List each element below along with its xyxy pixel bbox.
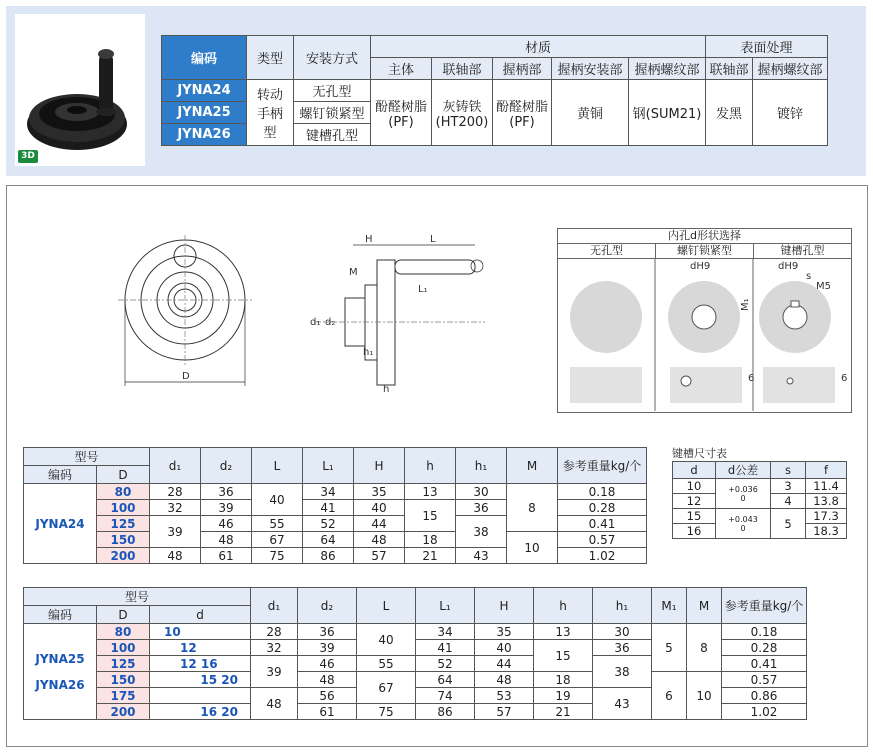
- t2-D: 150: [97, 672, 150, 688]
- t1-d2: 36: [201, 484, 252, 500]
- t1-h: 18: [405, 532, 456, 548]
- t1-L1: 34: [303, 484, 354, 500]
- t1-h: 13: [405, 484, 456, 500]
- t1-head-d2: d₂: [201, 448, 252, 484]
- key-d: 16: [673, 524, 716, 539]
- t2-d2: 39: [298, 640, 357, 656]
- spec-table-jyna25-26: [23, 587, 807, 720]
- t2-M1: 6: [652, 672, 687, 720]
- install-keyway: 键槽孔型: [294, 124, 371, 146]
- t2-d: 16 20: [150, 704, 251, 720]
- t1-d1: 32: [150, 500, 201, 516]
- t2-weight: 0.57: [722, 672, 807, 688]
- install-none: 无孔型: [294, 80, 371, 102]
- t2-head-H: H: [475, 588, 534, 624]
- t2-d: 12: [150, 640, 251, 656]
- dim-d1-label: d₁: [310, 317, 321, 328]
- t1-L1: 41: [303, 500, 354, 516]
- t1-d2: 48: [201, 532, 252, 548]
- t2-h1: 38: [593, 656, 652, 688]
- t1-H: 44: [354, 516, 405, 532]
- t1-H: 40: [354, 500, 405, 516]
- t2-h1: 36: [593, 640, 652, 656]
- t2-M: 10: [687, 672, 722, 720]
- t2-L: 55: [357, 656, 416, 672]
- t2-d: 10: [150, 624, 251, 640]
- t1-L: 75: [252, 548, 303, 564]
- t2-head-M: M: [687, 588, 722, 624]
- 3d-badge[interactable]: 3D: [18, 150, 38, 163]
- t2-H: 35: [475, 624, 534, 640]
- t2-d2: 48: [298, 672, 357, 688]
- t2-weight: 0.86: [722, 688, 807, 704]
- t2-head-h1: h₁: [593, 588, 652, 624]
- keyway-size-table: [672, 461, 847, 539]
- mat-shaft-header: 联轴部: [432, 58, 493, 80]
- dim-L1-label: L₁: [418, 284, 428, 295]
- t2-head-d: d: [150, 606, 251, 624]
- dim-L-label: L: [430, 234, 436, 245]
- t2-H: 44: [475, 656, 534, 672]
- side-view-drawing: [305, 230, 510, 395]
- t1-h1: 36: [456, 500, 507, 516]
- t2-d1: 48: [251, 688, 298, 720]
- t2-d: 15 20: [150, 672, 251, 688]
- t1-d1: 39: [150, 516, 201, 548]
- key-table-title: 键槽尺寸表: [672, 447, 727, 460]
- key-f: 11.4: [806, 479, 847, 494]
- dim-d2-label: d₂: [325, 317, 336, 328]
- t1-head-D: D: [97, 466, 150, 484]
- dim-H-label: H: [365, 234, 373, 245]
- t1-D: 125: [97, 516, 150, 532]
- bore-s-label: s: [806, 271, 812, 282]
- t2-H: 40: [475, 640, 534, 656]
- bore-box-title: 内孔d形状选择: [558, 229, 851, 244]
- bore-type-box: [557, 228, 852, 413]
- code-jyna24[interactable]: JYNA24: [162, 80, 247, 102]
- key-s: 4: [771, 494, 806, 509]
- t2-head-d1: d₁: [251, 588, 298, 624]
- t1-H: 35: [354, 484, 405, 500]
- table-row: [24, 624, 807, 640]
- surf-thread-header: 握柄螺纹部: [753, 58, 828, 80]
- material-spec-table: [161, 35, 828, 146]
- t2-weight: 1.02: [722, 704, 807, 720]
- bore-type-screw[interactable]: 螺钉锁紧型: [656, 244, 754, 258]
- t1-H: 57: [354, 548, 405, 564]
- bore-six-label-2: 6: [841, 373, 848, 384]
- t1-head-weight: 参考重量kg/个: [558, 448, 647, 484]
- bore-six-label-1: 6: [748, 373, 755, 384]
- dim-D-label: D: [182, 371, 190, 382]
- t1-weight: 0.18: [558, 484, 647, 500]
- grip-thread-material: 钢(SUM21): [629, 80, 706, 146]
- t2-d1: 39: [251, 656, 298, 688]
- t1-weight: 1.02: [558, 548, 647, 564]
- t1-head-d1: d₁: [150, 448, 201, 484]
- key-head-s: s: [771, 462, 806, 479]
- t2-D: 80: [97, 624, 150, 640]
- bore-M5-label: M5: [816, 281, 831, 292]
- key-tol-lower: 0: [740, 493, 746, 503]
- t2-d1: 28: [251, 624, 298, 640]
- surf-shaft-value: 发黑: [706, 80, 753, 146]
- t2-head-M1: M₁: [652, 588, 687, 624]
- key-tol-lower: 0: [740, 523, 746, 533]
- t1-h: 21: [405, 548, 456, 564]
- t1-d2: 46: [201, 516, 252, 532]
- t2-d2: 46: [298, 656, 357, 672]
- bore-M1-label: M₁: [740, 298, 751, 311]
- t2-d2: 61: [298, 704, 357, 720]
- type-value: 转动手柄型: [247, 80, 294, 146]
- t1-head-h: h: [405, 448, 456, 484]
- t1-d2: 61: [201, 548, 252, 564]
- t2-L1: 41: [416, 640, 475, 656]
- dim-M-label: M: [349, 267, 358, 278]
- t2-d1: 32: [251, 640, 298, 656]
- t2-D: 125: [97, 656, 150, 672]
- key-head-f: f: [806, 462, 847, 479]
- t2-L1: 86: [416, 704, 475, 720]
- t2-head-model: 型号: [24, 588, 251, 606]
- table-row: [24, 672, 807, 688]
- mat-grip-install-header: 握柄安装部: [552, 58, 629, 80]
- t2-d2: 56: [298, 688, 357, 704]
- dim-h-label: h: [383, 384, 390, 395]
- table-row: [24, 532, 647, 548]
- t1-head-L: L: [252, 448, 303, 484]
- t2-h: 15: [534, 640, 593, 672]
- mat-grip-header: 握柄部: [493, 58, 552, 80]
- t2-h: 21: [534, 704, 593, 720]
- t1-L: 55: [252, 516, 303, 532]
- grip-material: 酚醛树脂(PF): [493, 80, 552, 146]
- col-type-header: 类型: [247, 36, 294, 80]
- t1-M: 10: [507, 532, 558, 564]
- t1-head-L1: L₁: [303, 448, 354, 484]
- t2-head-weight: 参考重量kg/个: [722, 588, 807, 624]
- t2-code: JYNA26: [35, 677, 85, 692]
- t1-head-model: 型号: [24, 448, 150, 466]
- t1-M: 8: [507, 484, 558, 532]
- dim-h1-label: h₁: [363, 347, 374, 358]
- t1-weight: 0.41: [558, 516, 647, 532]
- t2-L1: 52: [416, 656, 475, 672]
- t1-head-code: 编码: [24, 466, 97, 484]
- t2-L: 75: [357, 704, 416, 720]
- table-row: [24, 484, 647, 500]
- t2-d: [150, 688, 251, 704]
- t2-L1: 34: [416, 624, 475, 640]
- t1-d1: 28: [150, 484, 201, 500]
- bore-type-keyway[interactable]: 键槽孔型: [780, 244, 825, 257]
- t1-h1: 30: [456, 484, 507, 500]
- mat-grip-thread-header: 握柄螺纹部: [629, 58, 706, 80]
- t2-h: 18: [534, 672, 593, 688]
- t2-code: JYNA25: [35, 651, 85, 666]
- t2-M1: 5: [652, 624, 687, 672]
- bore-dH9-label-2: dH9: [778, 261, 799, 272]
- col-install-header: 安装方式: [294, 36, 371, 80]
- bore-shapes-drawing: [558, 259, 851, 411]
- key-head-d: d: [673, 462, 716, 479]
- t2-D: 175: [97, 688, 150, 704]
- product-thumbnail: [15, 14, 145, 166]
- t2-L: 67: [357, 672, 416, 704]
- t1-D: 150: [97, 532, 150, 548]
- t1-d1: 48: [150, 548, 201, 564]
- key-d: 12: [673, 494, 716, 509]
- t1-code: JYNA24: [24, 484, 97, 564]
- key-s: 3: [771, 479, 806, 494]
- code-jyna25[interactable]: JYNA25: [162, 102, 247, 124]
- key-f: 13.8: [806, 494, 847, 509]
- t2-d: 12 16: [150, 656, 251, 672]
- key-d: 15: [673, 509, 716, 524]
- t2-H: 48: [475, 672, 534, 688]
- t1-h1: 43: [456, 548, 507, 564]
- t2-weight: 0.18: [722, 624, 807, 640]
- key-f: 17.3: [806, 509, 847, 524]
- t1-head-H: H: [354, 448, 405, 484]
- col-code-header: 编码: [162, 36, 247, 80]
- bore-type-none[interactable]: 无孔型: [558, 244, 656, 258]
- t1-D: 100: [97, 500, 150, 516]
- shaft-material: 灰铸铁(HT200): [432, 80, 493, 146]
- front-view-drawing: [110, 230, 260, 390]
- t2-head-L: L: [357, 588, 416, 624]
- bore-dH9-label-1: dH9: [690, 261, 711, 272]
- t2-head-code: 编码: [24, 606, 97, 624]
- t1-h1: 38: [456, 516, 507, 548]
- t1-L: 67: [252, 532, 303, 548]
- mat-body-header: 主体: [371, 58, 432, 80]
- t1-D: 80: [97, 484, 150, 500]
- t2-head-h: h: [534, 588, 593, 624]
- key-tol-upper: +0.036: [728, 484, 758, 494]
- key-tol-upper: +0.043: [728, 514, 758, 524]
- t2-d2: 36: [298, 624, 357, 640]
- t2-L: 40: [357, 624, 416, 656]
- t2-weight: 0.41: [722, 656, 807, 672]
- surf-thread-value: 镀锌: [753, 80, 828, 146]
- t1-weight: 0.28: [558, 500, 647, 516]
- spec-table-jyna24: [23, 447, 647, 564]
- t1-L1: 52: [303, 516, 354, 532]
- t2-h: 13: [534, 624, 593, 640]
- t1-d2: 39: [201, 500, 252, 516]
- t2-L1: 64: [416, 672, 475, 688]
- t2-L1: 74: [416, 688, 475, 704]
- t2-h1: 30: [593, 624, 652, 640]
- key-head-tol: d公差: [716, 462, 771, 479]
- t1-L1: 86: [303, 548, 354, 564]
- t1-L: 40: [252, 484, 303, 516]
- t1-weight: 0.57: [558, 532, 647, 548]
- install-screw: 螺钉锁紧型: [294, 102, 371, 124]
- t1-D: 200: [97, 548, 150, 564]
- grip-install-material: 黄铜: [552, 80, 629, 146]
- t2-D: 200: [97, 704, 150, 720]
- body-material: 酚醛树脂(PF): [371, 80, 432, 146]
- t1-L1: 64: [303, 532, 354, 548]
- t2-D: 100: [97, 640, 150, 656]
- surf-shaft-header: 联轴部: [706, 58, 753, 80]
- code-jyna26[interactable]: JYNA26: [162, 124, 247, 146]
- t2-weight: 0.28: [722, 640, 807, 656]
- col-surface-header: 表面处理: [706, 36, 828, 58]
- t2-head-d2: d₂: [298, 588, 357, 624]
- t1-head-M: M: [507, 448, 558, 484]
- t1-H: 48: [354, 532, 405, 548]
- t2-h1: 43: [593, 688, 652, 720]
- t2-head-D: D: [97, 606, 150, 624]
- t2-head-L1: L₁: [416, 588, 475, 624]
- t1-head-h1: h₁: [456, 448, 507, 484]
- t1-h: 15: [405, 500, 456, 532]
- key-f: 18.3: [806, 524, 847, 539]
- t2-H: 53: [475, 688, 534, 704]
- key-s: 5: [771, 509, 806, 539]
- t2-M: 8: [687, 624, 722, 672]
- col-material-header: 材质: [371, 36, 706, 58]
- t2-h: 19: [534, 688, 593, 704]
- handwheel-3d-image: [15, 14, 145, 166]
- key-d: 10: [673, 479, 716, 494]
- t2-H: 57: [475, 704, 534, 720]
